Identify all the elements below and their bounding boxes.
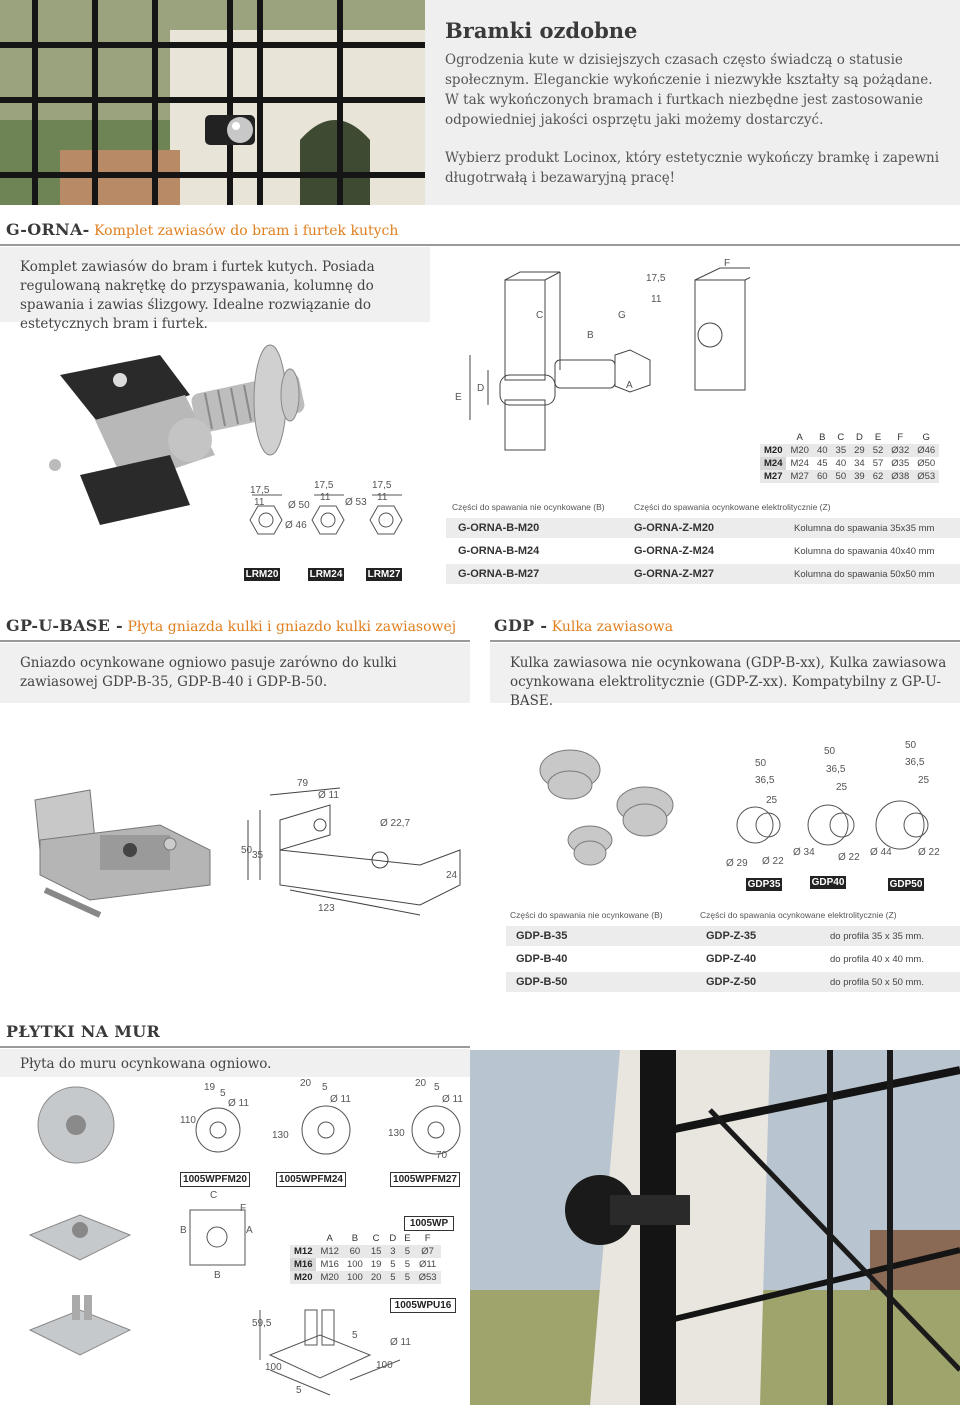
spec-cell: M24 [760,457,786,470]
spec-header: C [372,1233,380,1244]
plate-label-1005wpfm27: 1005WPFM27 [390,1172,460,1187]
product-note: Kolumna do spawania 35x35 mm [794,523,935,534]
nut1-dim-width: 17,5 [250,485,270,496]
gpu-subtitle: Płyta gniazda kulki i gniazdo kulki zawiasowej [127,619,457,635]
nut-label-lrm20: LRM20 [245,569,279,580]
table-row [760,470,939,483]
product-code-b: GDP-B-40 [516,953,568,965]
flower3-dim-s: 5 [434,1082,440,1093]
plate-label-1005wp: 1005WP [404,1216,454,1231]
spec-header: C [837,432,845,443]
ball2-dim-mid: 36,5 [826,764,846,775]
ball2-dim-d: Ø 34 [793,847,815,858]
gdp-subtitle: Kulka zawiasowa [551,619,674,635]
product-code-z: GDP-Z-40 [706,953,757,965]
gpu-dim-50: 50 [241,845,253,856]
spec-cell: 60 [343,1245,367,1258]
ball2-dim-top: 50 [824,746,836,757]
dim-11: 11 [651,294,662,305]
divider [0,244,960,246]
divider [490,640,960,642]
nut3-dim-width: 17,5 [372,480,392,491]
flower1-dim-w: 19 [204,1082,216,1093]
wpu-dim-s2: 5 [296,1385,302,1396]
spec-cell: M16 [320,1259,339,1270]
gdp-heading [494,616,673,636]
spec-cell: Ø38 [887,470,913,483]
flower1-dim-d: Ø 11 [228,1098,249,1109]
dim-a: A [626,380,633,391]
table-row [290,1271,441,1284]
wp-dim-b: B [180,1225,187,1236]
spec-cell: 3 [385,1245,400,1258]
product-code-b: G-ORNA-B-M24 [458,545,540,557]
flower2-dim-h: 130 [272,1130,289,1141]
plate-label-1005wpfm24: 1005WPFM24 [276,1172,346,1187]
spec-header: F [897,432,904,443]
flower1-dim-s: 5 [220,1088,226,1099]
ball3-dim-mid: 36,5 [905,757,925,768]
ball1-dim-mid: 36,5 [755,775,775,786]
plytki-spec-table [290,1232,441,1284]
spec-cell: M24 [790,458,809,469]
gate-photo [0,0,425,205]
ball3-dim-top: 50 [905,740,917,751]
wpu-dim-w1: 100 [265,1362,282,1373]
spec-cell: 19 [370,1259,382,1270]
spec-cell: M27 [786,470,812,483]
nut2-dim-width: 17,5 [314,480,334,491]
spec-cell: Ø7 [415,1245,441,1258]
gdp-caption-z: Części do spawania ocynkowane elektrolitycznie (Z) [700,910,897,920]
spec-cell: 20 [367,1271,386,1284]
spec-cell: 5 [400,1245,414,1258]
spec-cell: 62 [869,470,888,483]
flower2-dim-w: 20 [300,1078,312,1089]
gorna-spec-table [760,431,939,483]
flower-plates [28,1080,468,1170]
gorna-heading [6,220,398,240]
flower3-dim-v: 70 [436,1150,448,1161]
spec-cell: 15 [367,1245,386,1258]
flower3-dim-d: Ø 11 [442,1094,463,1105]
wp-dim-c: C [210,1190,218,1201]
wp-dim-f: F [240,1203,247,1214]
wpu-dim-d: Ø 11 [390,1337,411,1348]
nut1-dim-thread: 11 [254,497,265,508]
spec-header: E [404,1233,411,1244]
spec-cell: 50 [832,470,851,483]
nut2-dim-thread: 11 [320,492,331,503]
wp-dim-a: A [246,1225,253,1236]
spec-cell: 100 [343,1271,367,1284]
nut3-dim-thread: 11 [377,492,388,503]
flower3-dim-w: 20 [415,1078,427,1089]
spec-cell: 29 [850,444,869,457]
ball3-dim-pin: Ø 22 [918,847,940,858]
spec-cell: 5 [404,1259,411,1270]
gorna-tech-drawing [450,260,750,460]
spec-cell: 40 [813,444,832,457]
product-code-z: G-ORNA-Z-M24 [634,545,715,557]
gorna-caption-z: Części do spawania ocynkowane elektrolitycznie (Z) [634,502,831,512]
spec-cell: M20 [316,1271,342,1284]
nut1-dim-outer: Ø 50 [288,500,310,511]
plytki-description: Płyta do muru ocynkowana ogniowo. [20,1056,272,1072]
spec-header: B [819,432,826,443]
wp-dim-bb: B [214,1270,221,1281]
wpu-dim-w2: 100 [376,1360,393,1371]
ball-label-gdp40: GDP40 [811,877,845,888]
spec-header: F [424,1233,431,1244]
spec-cell: 34 [854,458,865,469]
divider [0,1046,470,1048]
table-row [290,1258,441,1271]
gpu-dim-24: 24 [446,870,458,881]
product-code-z: GDP-Z-35 [706,930,757,942]
nut2-dim-outer: Ø 53 [345,497,367,508]
spec-cell: 45 [816,458,828,469]
spec-cell: M27 [760,470,786,483]
flower2-dim-s: 5 [322,1082,328,1093]
gorna-description: Komplet zawiasów do bram i furtek kutych. Posiada regulowaną nakrętkę do przyspawania, kolumnę do spawania i zawias ślizgowy. Idealne rozwiązanie do estetycznych bram i furtek. [20,259,375,332]
plate-label-1005wpfm20: 1005WPFM20 [180,1172,250,1187]
nut1-dim-flat: Ø 46 [285,520,307,531]
gpu-dim-22-7: Ø 22,7 [380,818,411,829]
ball1-dim-pin: Ø 22 [762,856,784,867]
flower1-dim-h: 110 [180,1115,196,1126]
ball3-dim-low: 25 [918,775,930,786]
wpu-dim-s: 5 [352,1330,358,1341]
spec-cell: Ø53 [415,1271,441,1284]
wpu-drawing [250,1300,450,1400]
page-title: Bramki ozdobne [445,18,638,43]
product-code-z: G-ORNA-Z-M20 [634,522,715,534]
spec-cell: Ø46 [913,444,939,457]
intro-callout: Wybierz produkt Locinox, który estetycznie wykończy bramkę i zapewni długotrwałą i bezawaryjną pracę! [445,150,940,186]
spec-cell: Ø35 [891,458,910,469]
spec-header: A [326,1233,333,1244]
spec-cell: M12 [290,1245,316,1258]
product-note: do profila 35 x 35 mm. [830,931,924,942]
spec-cell: 35 [832,444,851,457]
spec-cell: 100 [346,1259,363,1270]
spec-cell: 60 [813,470,832,483]
divider [0,640,470,642]
plate-label-1005wpu16: 1005WPU16 [390,1298,456,1313]
spec-cell: 5 [385,1271,400,1284]
dim-f: F [724,258,731,269]
square-plates [20,1195,270,1375]
table-row [290,1245,441,1258]
product-note: do profila 40 x 40 mm. [830,954,924,965]
gdp-balls-photo [530,740,700,880]
spec-header [760,431,786,444]
wall-plate-photo [470,1050,960,1405]
dim-17-5: 17,5 [646,273,666,284]
spec-header: E [874,432,882,443]
spec-header: G [922,432,930,443]
gpu-heading [6,616,456,636]
nut-label-lrm27: LRM27 [367,569,401,580]
gdp-code: GDP - [494,616,548,635]
gpu-dim-79: 79 [297,778,309,789]
ball1-dim-top: 50 [755,758,767,769]
product-code-b: GDP-B-35 [516,930,568,942]
spec-cell: 39 [850,470,869,483]
dim-g: G [618,310,626,321]
product-code-b: GDP-B-50 [516,976,568,988]
product-code-z: G-ORNA-Z-M27 [634,568,715,580]
plytki-heading: PŁYTKI NA MUR [6,1022,161,1041]
dim-d: D [477,383,485,394]
ball3-dim-d: Ø 44 [870,847,892,858]
gdp-balls-drawing [720,790,950,870]
flower2-dim-d: Ø 11 [330,1094,351,1105]
spec-cell: Ø32 [887,444,913,457]
gorna-code: G-ORNA- [6,220,90,239]
spec-cell: M20 [290,1271,316,1284]
dim-e: E [455,392,462,403]
wpu-dim-h: 59,5 [252,1318,272,1329]
gorna-subtitle: Komplet zawiasów do bram i furtek kutych [94,223,399,239]
table-row [760,457,939,470]
product-code-b: G-ORNA-B-M27 [458,568,540,580]
flower3-dim-h: 130 [388,1128,405,1139]
ball2-dim-pin: Ø 22 [838,852,860,863]
spec-header: A [796,432,803,443]
spec-header: B [351,1233,359,1244]
spec-cell: 57 [872,458,884,469]
spec-header: D [389,1233,397,1244]
ball2-dim-low: 25 [836,782,848,793]
spec-cell: Ø50 [917,458,936,469]
nut-label-lrm24: LRM24 [309,569,343,580]
gpu-dim-123: 123 [318,903,335,914]
product-note: Kolumna do spawania 50x50 mm [794,569,935,580]
gdp-description: Kulka zawiasowa nie ocynkowana (GDP-B-xx), Kulka zawiasowa ocynkowana elektrolitycznie (GDP-Z-xx). Kompatybilny z GP-U-BASE. [510,655,947,709]
spec-cell: 5 [390,1259,396,1270]
spec-header: D [855,432,863,443]
spec-cell: M12 [316,1245,342,1258]
gpu-description: Gniazdo ocynkowane ogniowo pasuje zarówno do kulki zawiasowej GDP-B-35, GDP-B-40 i GDP-B-50. [20,655,397,690]
spec-cell: Ø53 [913,470,939,483]
gpu-code: GP-U-BASE - [6,616,123,635]
spec-cell: 52 [869,444,888,457]
ball-label-gdp35: GDP35 [747,879,781,890]
product-code-b: G-ORNA-B-M20 [458,522,540,534]
ball-label-gdp50: GDP50 [889,879,923,890]
product-note: Kolumna do spawania 40x40 mm [794,546,935,557]
table-row [760,444,939,457]
spec-header [290,1232,316,1245]
product-code-z: GDP-Z-50 [706,976,757,988]
ball1-dim-d: Ø 29 [726,858,748,869]
gpu-dim-11: Ø 11 [318,790,339,801]
dim-b: B [587,330,594,341]
spec-cell: Ø11 [418,1259,437,1270]
dim-c: C [536,310,544,321]
spec-cell: M20 [760,444,786,457]
gorna-caption-b: Części do spawania nie ocynkowane (B) [452,502,605,512]
ball1-dim-low: 25 [766,795,778,806]
gpu-dim-35: 35 [252,850,264,861]
intro-paragraph: Ogrodzenia kute w dzisiejszych czasach często świadczą o statusie społecznym. Eleganckie wykończenie i niezwykłe kształty są pożądane. W tak wykończonych bramach i furtkach niezbędne jest zastosowanie odpowiedniej jakości osprzętu jaki możemy dostarczyć. [445,52,933,128]
spec-cell: 40 [835,458,847,469]
spec-cell: 5 [400,1271,414,1284]
spec-cell: M20 [786,444,812,457]
product-note: do profila 50 x 50 mm. [830,977,924,988]
spec-cell: M16 [290,1258,316,1271]
gdp-caption-b: Części do spawania nie ocynkowane (B) [510,910,663,920]
